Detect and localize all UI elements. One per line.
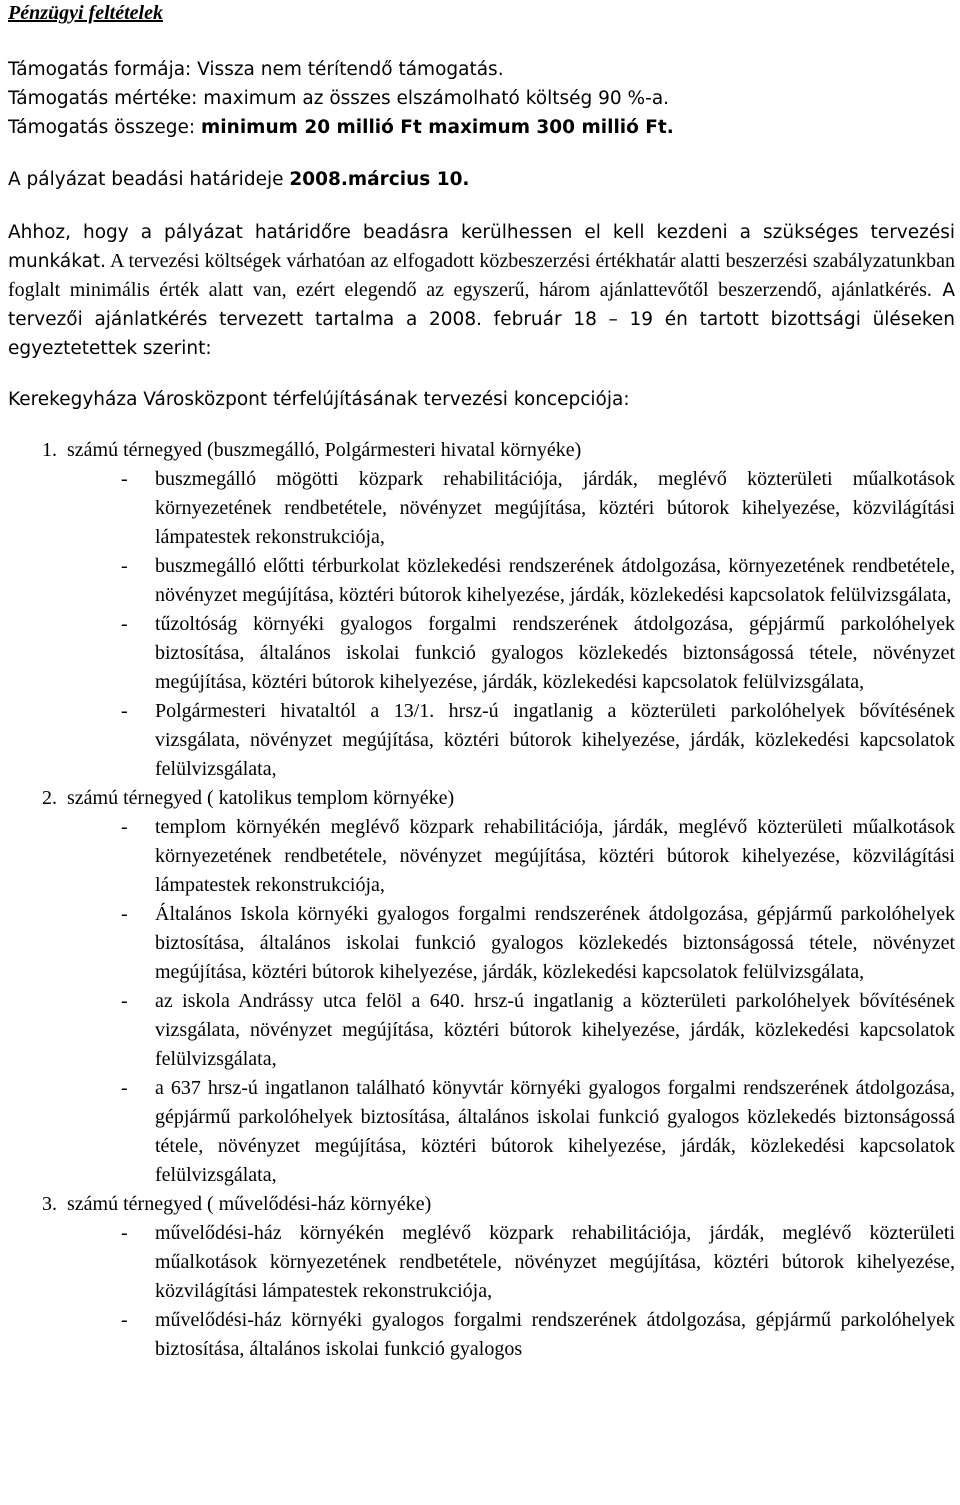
zone-number: 1. xyxy=(42,439,57,461)
zone-list xyxy=(8,436,955,1364)
zone-1 xyxy=(8,436,955,784)
zone-title-text: számú térnegyed ( művelődési-ház környéke) xyxy=(67,1193,432,1215)
support-amount-label: Támogatás összege: xyxy=(8,117,202,138)
deadline-label: A pályázat beadási határideje xyxy=(8,169,290,190)
support-amount xyxy=(8,113,955,142)
zone-title-text: számú térnegyed ( katolikus templom környéke) xyxy=(67,787,455,809)
intro-part-2: A tervezési költségek várhatóan az elfogadott közbeszerzési értékhatár alatti beszerzési szabályzatunkban foglalt minimális érték alatt van, ezért elegendő az egyszerű, három ajánlattevőtől beszerzendő, ajánlatkérés. xyxy=(8,250,955,301)
zone-number: 3. xyxy=(42,1193,57,1215)
support-rate: Támogatás mértéke: maximum az összes elszámolható költség 90 %-a. xyxy=(8,88,670,109)
list-item: - a 637 hrsz-ú ingatlanon található könyvtár környéki gyalogos forgalmi rendszerének átdolgozása, gépjármű parkolóhelyek biztosítása, általános iskolai funkció gyalogos közlekedés biztonságossá tétele, növényzet megújítása, köztéri bútorok kihelyezése, járdák, közlekedési kapcsolatok felülvizsgálata, xyxy=(121,1077,955,1186)
zone-title xyxy=(8,1190,955,1219)
list-item: - művelődési-ház környéki gyalogos forgalmi rendszerének átdolgozása, gépjármű parkolóhelyek biztosítása, általános iskolai funkció gyalogos xyxy=(121,1309,955,1360)
zone-title xyxy=(8,436,955,465)
section-heading: Pénzügyi feltételek xyxy=(8,2,163,24)
concept-title: Kerekegyháza Városközpont térfelújításának tervezési koncepciója: xyxy=(8,389,630,410)
intro-part-1: Ahhoz, hogy a pályázat határidőre beadásra kerülhessen el kell kezdeni a szükséges tervezési munkákat. xyxy=(8,222,955,272)
intro-paragraph xyxy=(8,218,955,363)
deadline xyxy=(8,165,955,194)
support-form: Támogatás formája: Vissza nem térítendő támogatás. xyxy=(8,59,504,80)
zone-2 xyxy=(8,784,955,1190)
list-item: - művelődési-ház környékén meglévő közpark rehabilitációja, járdák, meglévő közterületi műalkotások környezetének rendbetétele, növényzet megújítása, köztéri bútorok kihelyezése, közvilágítási lámpatestek rekonstrukciója, xyxy=(121,1222,955,1302)
deadline-value: 2008.március 10. xyxy=(289,169,470,190)
zone-title-text: számú térnegyed (buszmegálló, Polgármesteri hivatal környéke) xyxy=(67,439,582,461)
zone-items xyxy=(8,1219,955,1364)
zone-number: 2. xyxy=(42,787,57,809)
zone-items xyxy=(8,813,955,1190)
list-item: - Polgármesteri hivataltól a 13/1. hrsz-ú ingatlanig a közterületi parkolóhelyek bővítésének vizsgálata, növényzet megújítása, köztéri bútorok kihelyezése, járdák, közlekedési kapcsolatok felülvizsgálata, xyxy=(121,700,955,780)
zone-items xyxy=(8,465,955,784)
list-item: - buszmegálló mögötti közpark rehabilitációja, járdák, meglévő közterületi műalkotások környezetének rendbetétele, növényzet megújítása, köztéri bútorok kihelyezése, közvilágítási lámpatestek rekonstrukciója, xyxy=(121,468,955,548)
list-item: - Általános Iskola környéki gyalogos forgalmi rendszerének átdolgozása, gépjármű parkolóhelyek biztosítása, általános iskolai funkció gyalogos közlekedés biztonságossá tétele, növényzet megújítása, köztéri bútorok kihelyezése, járdák, közlekedési kapcsolatok felülvizsgálata, xyxy=(121,903,955,983)
list-item: - az iskola Andrássy utca felöl a 640. hrsz-ú ingatlanig a közterületi parkolóhelyek bővítésének vizsgálata, növényzet megújítása, köztéri bútorok kihelyezése, járdák, közlekedési kapcsolatok felülvizsgálata, xyxy=(121,990,955,1070)
zone-title xyxy=(8,784,955,813)
document xyxy=(8,0,955,1364)
intro-part-3: A tervezői ajánlatkérés tervezett tartalma a 2008. február 18 – 19 én tartott bizottsági üléseken egyeztetettek szerint: xyxy=(8,280,956,359)
list-item: - templom környékén meglévő közpark rehabilitációja, járdák, meglévő közterületi műalkotások környezetének rendbetétele, növényzet megújítása, köztéri bútorok kihelyezése, közvilágítási lámpatestek rekonstrukciója, xyxy=(121,816,955,896)
support-amount-value: minimum 20 millió Ft maximum 300 millió Ft. xyxy=(201,117,674,138)
zone-3 xyxy=(8,1190,955,1364)
list-item: - buszmegálló előtti térburkolat közlekedési rendszerének átdolgozása, környezetének rendbetétele, növényzet megújítása, köztéri bútorok kihelyezése, járdák, közlekedési kapcsolatok felülvizsgálata, xyxy=(121,555,955,606)
list-item: - tűzoltóság környéki gyalogos forgalmi rendszerének átdolgozása, gépjármű parkolóhelyek biztosítása, általános iskolai funkció gyalogos közlekedés biztonságossá tétele, növényzet megújítása, köztéri bútorok kihelyezése, járdák, közlekedési kapcsolatok felülvizsgálata, xyxy=(121,613,955,693)
